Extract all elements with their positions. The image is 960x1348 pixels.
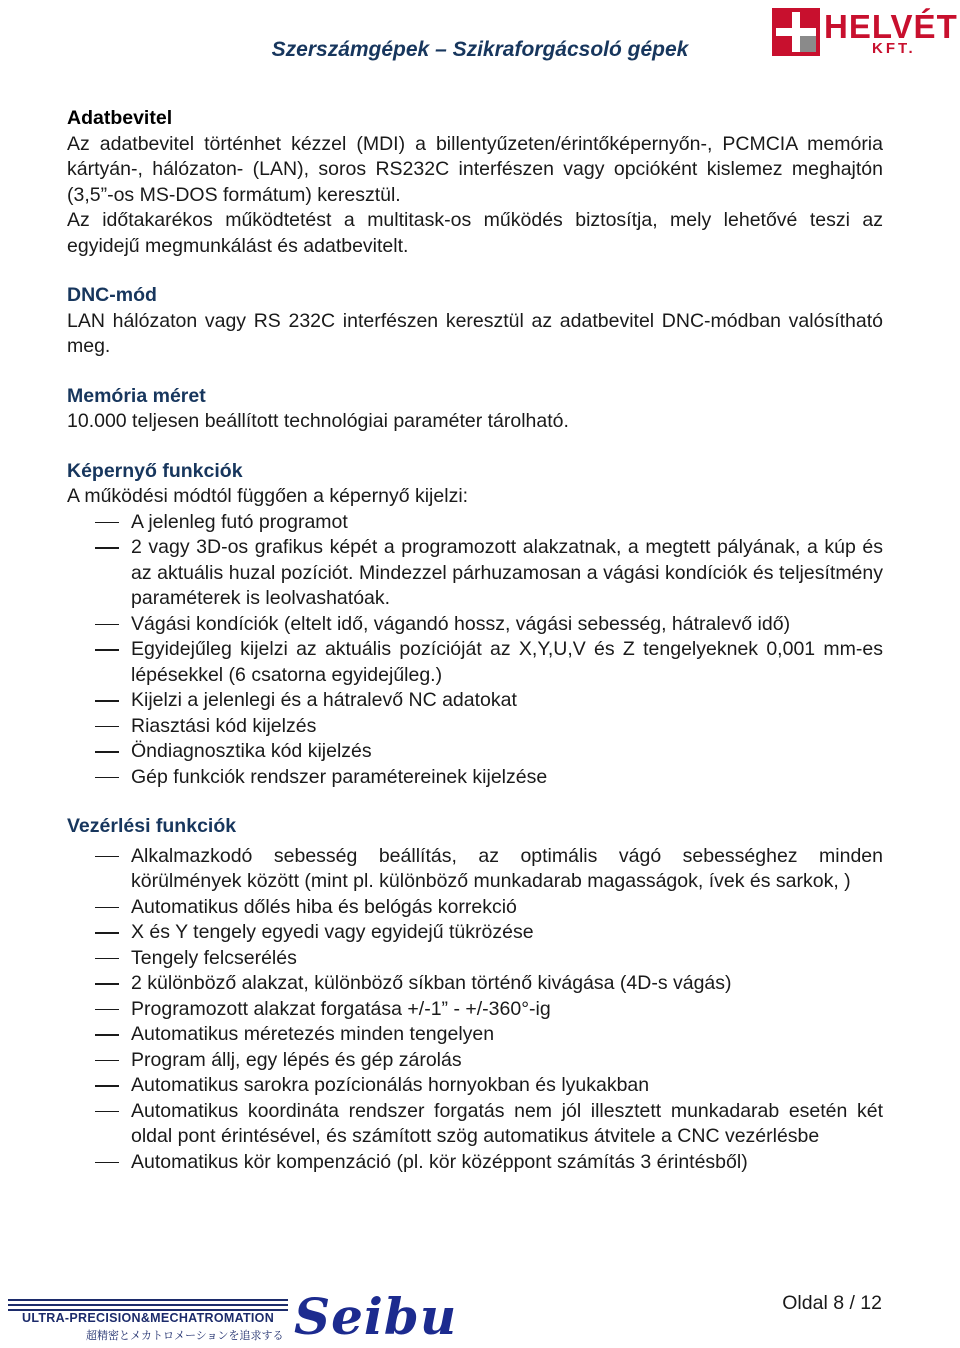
helvet-cross-icon [770, 6, 822, 58]
section-title-adatbevitel: Adatbevitel [67, 107, 173, 129]
list-item: 2 vagy 3D-os grafikus képét a programozott alakzatnak, a megtett pályának, a kúp és az aktuális huzal pozíciót. Mindezzel párhuzamosan a vágási kondíciók és teljesítmény paraméterek is leolvashatóak. [67, 535, 883, 612]
list-item: 2 különböző alakzat, különböző síkban történő kivágása (4D-s vágás) [67, 971, 883, 997]
helvet-logo [770, 6, 958, 58]
section-title-vezerlesi: Vezérlési funkciók [67, 815, 237, 837]
list-item: Program állj, egy lépés és gép zárolás [67, 1048, 883, 1074]
seibu-logo [8, 1287, 478, 1346]
list-item: Riasztási kód kijelzés [67, 714, 883, 740]
document-body [67, 106, 883, 1175]
page-number: Oldal 8 / 12 [782, 1292, 882, 1314]
seibu-wordmark: Seibu [294, 1287, 458, 1346]
list-item: X és Y tengely egyedi vagy egyidejű tükrözése [67, 920, 883, 946]
helvet-logo-kft: KFT. [872, 40, 916, 57]
list-item: Automatikus kör kompenzáció (pl. kör középpont számítás 3 érintésből) [67, 1150, 883, 1176]
list-item: Gép funkciók rendszer paramétereinek kijelzése [67, 765, 883, 791]
paragraph: LAN hálózaton vagy RS 232C interfészen keresztül az adatbevitel DNC-módban valósítható meg. [67, 309, 883, 357]
seibu-tagline-jp: 超精密とメカトロメーションを追求する [86, 1329, 284, 1342]
paragraph: Az adatbevitel történhet kézzel (MDI) a billentyűzeten/érintőképernyőn-, PCMCIA memória kártyán-, hálózaton- (LAN), soros RS232C interfészen vagy opcióként kislemez meghajtón (3,5”-os MS-DOS formátum) keresztül. [67, 132, 883, 206]
list-item: A jelenleg futó programot [67, 510, 883, 536]
list-item: Öndiagnosztika kód kijelzés [67, 739, 883, 765]
section-title-dnc: DNC-mód [67, 284, 157, 306]
vezerlesi-list [67, 844, 883, 1176]
logo-stripes-icon [8, 1299, 288, 1311]
list-item: Programozott alakzat forgatása +/-1” - +/-360°-ig [67, 997, 883, 1023]
list-item: Egyidejűleg kijelzi az aktuális pozícióját az X,Y,U,V és Z tengelyeknek 0,001 mm-es lépésekkel (6 csatorna egyidejűleg.) [67, 637, 883, 688]
kepernyo-list [67, 510, 883, 791]
list-item: Vágási kondíciók (eltelt idő, vágandó hossz, vágási sebesség, hátralevő idő) [67, 612, 883, 638]
list-item: Automatikus sarokra pozícionálás hornyokban és lyukakban [67, 1073, 883, 1099]
seibu-tagline: ULTRA-PRECISION&MECHATROMATION [22, 1311, 275, 1325]
list-item: Automatikus dőlés hiba és belógás korrekció [67, 895, 883, 921]
list-item: Alkalmazkodó sebesség beállítás, az optimális vágó sebességhez minden körülmények között (mint pl. különböző munkadarab magasságok, ívek és sarkok, ) [67, 844, 883, 895]
helvet-logo-word: HELVÉT [824, 8, 958, 45]
paragraph: 10.000 teljesen beállított technológiai paraméter tárolható. [67, 410, 569, 432]
list-item: Tengely felcserélés [67, 946, 883, 972]
section-title-kepernyo: Képernyő funkciók [67, 459, 243, 482]
list-item: Kijelzi a jelenlegi és a hátralevő NC adatokat [67, 688, 883, 714]
list-item: Automatikus méretezés minden tengelyen [67, 1022, 883, 1048]
section-title-memoria: Memória méret [67, 384, 206, 407]
list-item: Automatikus koordináta rendszer forgatás nem jól illesztett munkadarab esetén két oldal pont érintésével, és számított szög automatikus átvitele a CNC vezérlésbe [67, 1099, 883, 1150]
paragraph: A működési módtól függően a képernyő kijelzi: [67, 485, 469, 507]
page-header-title: Szerszámgépek – Szikraforgácsoló gépek [271, 38, 689, 61]
paragraph: Az időtakarékos működtetést a multitask-os működés biztosítja, mely lehetővé teszi az egyidejű megmunkálást és adatbevitelt. [67, 209, 883, 257]
